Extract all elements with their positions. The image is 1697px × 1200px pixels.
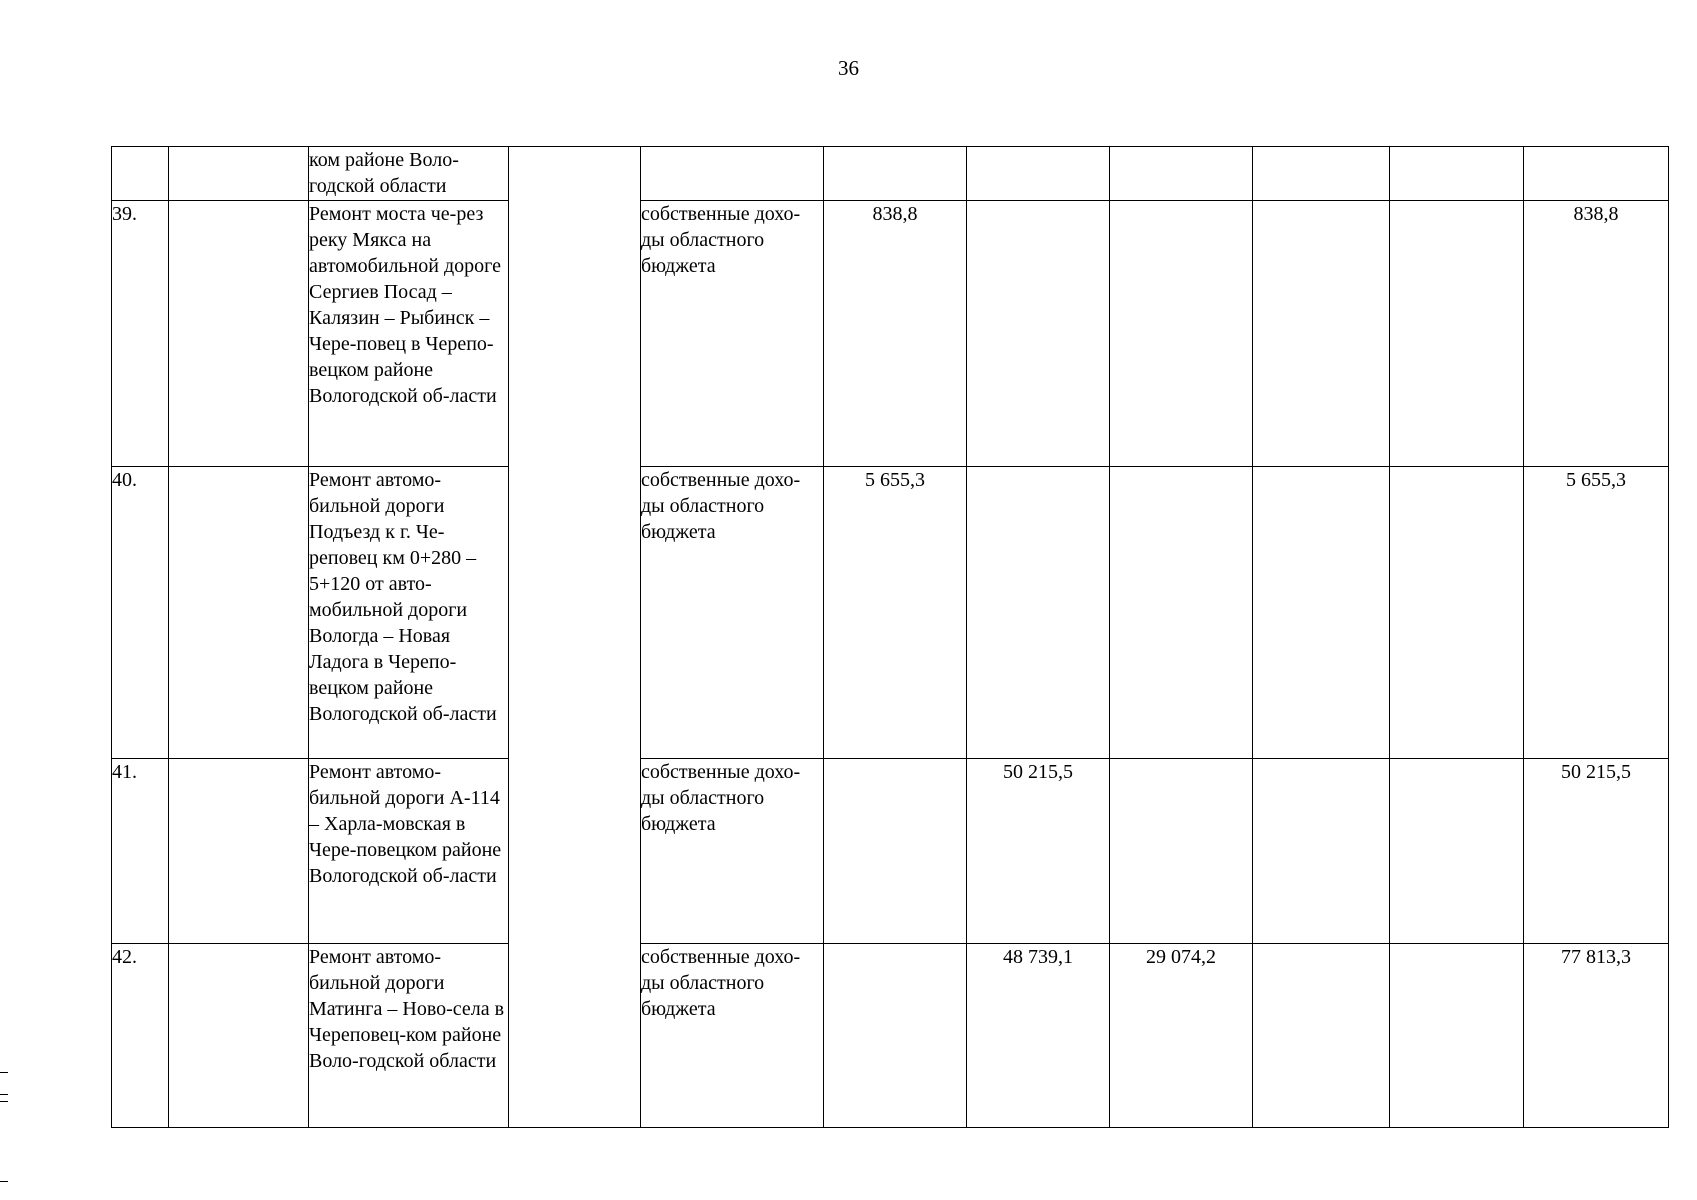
cell-number: 39. (112, 201, 169, 467)
cell-source (641, 147, 824, 201)
cell-value-5 (1390, 944, 1524, 1128)
cell-source: собственные дохо-ды областного бюджета (641, 944, 824, 1128)
cell-code (169, 944, 309, 1128)
cell-value-2: 50 215,5 (967, 759, 1110, 944)
margin-mark (0, 1072, 8, 1073)
cell-name: Ремонт моста че-рез реку Мякса на автомобильной дороге Сергиев Посад – Калязин – Рыбинск – Чере-повец в Черепо-вецком районе Вологодской об-ласти (309, 201, 509, 467)
margin-mark (0, 1181, 8, 1182)
page-number: 36 (838, 56, 859, 80)
cell-name: Ремонт автомо-бильной дороги Матинга – Ново-села в Череповец-ком районе Воло-годской области (309, 944, 509, 1128)
cell-source: собственные дохо-ды областного бюджета (641, 759, 824, 944)
cell-total: 77 813,3 (1524, 944, 1669, 1128)
cell-name: Ремонт автомо-бильной дороги А-114 – Харла-мовская в Чере-повецком районе Вологодской об-ласти (309, 759, 509, 944)
cell-value-4 (1253, 201, 1390, 467)
cell-number: 41. (112, 759, 169, 944)
cell-code (169, 759, 309, 944)
cell-value-3: 29 074,2 (1110, 944, 1253, 1128)
cell-value-3 (1110, 147, 1253, 201)
cell-value-5 (1390, 467, 1524, 759)
cell-value-1 (824, 759, 967, 944)
cell-code (169, 201, 309, 467)
cell-value-4 (1253, 759, 1390, 944)
cell-name: ком районе Воло-годской области (309, 147, 509, 201)
table-row (112, 467, 1669, 759)
cell-value-2 (967, 147, 1110, 201)
table-row (112, 201, 1669, 467)
cell-code (169, 147, 309, 201)
table-row (112, 759, 1669, 944)
table-row (112, 944, 1669, 1128)
cell-value-1 (824, 147, 967, 201)
cell-total: 50 215,5 (1524, 759, 1669, 944)
cell-number: 42. (112, 944, 169, 1128)
margin-mark (0, 1094, 8, 1095)
cell-value-5 (1390, 759, 1524, 944)
cell-merged-column (509, 147, 641, 1128)
cell-name: Ремонт автомо-бильной дороги Подъезд к г. Че-реповец км 0+280 – 5+120 от авто-мобильной дороги Вологда – Новая Ладога в Черепо-вецком районе Вологодской об-ласти (309, 467, 509, 759)
cell-number (112, 147, 169, 201)
cell-value-1: 5 655,3 (824, 467, 967, 759)
cell-value-1 (824, 944, 967, 1128)
cell-value-4 (1253, 944, 1390, 1128)
cell-value-3 (1110, 759, 1253, 944)
cell-total: 838,8 (1524, 201, 1669, 467)
margin-mark (0, 1101, 8, 1102)
cell-source: собственные дохо-ды областного бюджета (641, 467, 824, 759)
cell-value-5 (1390, 201, 1524, 467)
cell-source: собственные дохо-ды областного бюджета (641, 201, 824, 467)
budget-table (111, 146, 1669, 1128)
cell-value-3 (1110, 201, 1253, 467)
table-row-continuation (112, 147, 1669, 201)
cell-value-5 (1390, 147, 1524, 201)
cell-value-2 (967, 201, 1110, 467)
cell-code (169, 467, 309, 759)
cell-value-4 (1253, 467, 1390, 759)
cell-value-3 (1110, 467, 1253, 759)
cell-value-2: 48 739,1 (967, 944, 1110, 1128)
cell-value-2 (967, 467, 1110, 759)
cell-number: 40. (112, 467, 169, 759)
cell-value-4 (1253, 147, 1390, 201)
cell-value-1: 838,8 (824, 201, 967, 467)
cell-total (1524, 147, 1669, 201)
cell-total: 5 655,3 (1524, 467, 1669, 759)
